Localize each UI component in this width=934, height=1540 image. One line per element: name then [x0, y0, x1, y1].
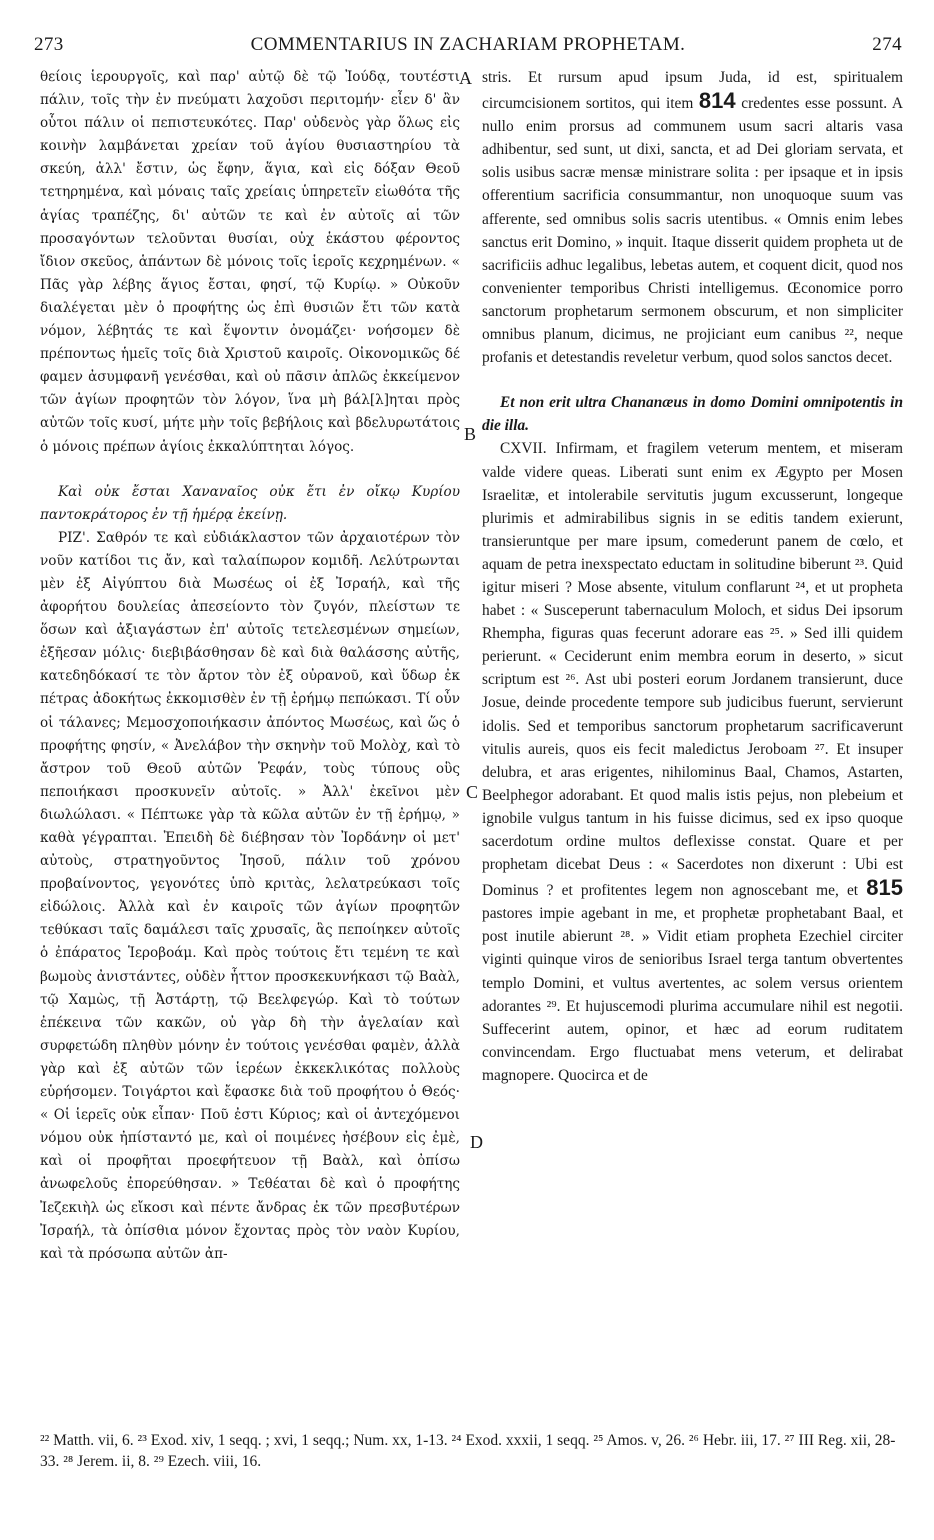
page-header: [34, 34, 902, 56]
latin-lemma: Et non erit ultra Chananæus in domo Domini omnipotentis in die illa.: [482, 394, 903, 435]
footnotes: [40, 1430, 910, 1472]
latin-paragraph-1-rest: credentes esse possunt. A nullo enim prorsus ad communem usum sacri altaris vasa adhibentur, sed sunt, ut dixi, sancta, et ad Dei gloriam servata, et solis usibus sacræ mensæ ministrare solita : per ipsaque et in ipsis offerentium sacrificia consummantur, non unoquoque suum vas afferente, sed omnibus solis sacris utentibus. « Omnis enim lebes sanctus erit Domino, » inquit. Itaque disserit quidem propheta ut de sacrificiis adhuc legalibus, lebetas autem, et coquent dicit, quod nos convenienter temporibus Christi intelligemus. Œconomice porro sanctorum prophetarum sermonem obscurum, et non simpliciter omnibus planum, dicimus, ne projiciant eum canibus ²², neque profanis et detestandis reveletur verbum, quod solos sanctos decet.: [482, 95, 903, 367]
page-number-left: 273: [34, 34, 64, 55]
page-number-right: 274: [872, 34, 902, 55]
latin-paragraph-2: [482, 437, 903, 1087]
margin-marker-a: A: [459, 68, 472, 88]
latin-paragraph-2-rest: pastores impie agebant in me, et prophetæ prophetabant Baal, et post inutile abierunt ²⁸. » Vidit etiam propheta Ezechiel circiter viginti quinque viros de senioribus Israel terga tantum obvertentes templo Domini, et vultus avertentes, ac solem versus orientem adorantes ²⁹. Et hujuscemodi plurima accumulare nihil est negotii. Suffecerint autem, opinor, et hæc ad eorum ruditatem convincendam. Ergo fluctuabat mens veterum, et delirabat magnopere. Quocirca et de: [482, 905, 903, 1084]
margin-marker-d: D: [470, 1132, 483, 1152]
latin-paragraph-2-start: CXVII. Infirmam, et fragilem veterum mentem, et miseram valde videre queas. Liberati sunt enim ex Ægypto per Mosen Israelitæ, et intolerabile servitutis jugum excusserunt, longeque plurimis et admirabilibus signis in se editis tandem exierunt, transieruntque per mare ipsum, comederunt panem de cœlo, et aquam de petra inexspectato eductam in solitudine biberunt ²³. Quid igitur miseri ? Mose absente, vitulum conflarunt ²⁴, et ut propheta habet : « Susceperunt tabernaculum Moloch, et sidus Dei ipsorum Rhempha, figuras quas fecerunt adorare eas ²⁵. » Sed illi quidem perierunt. « Ceciderunt enim membra eorum in deserto, » sicut scriptum est ²⁶. Ast ubi posteri eorum Jordanem transierunt, duce Josue, deinde procedente tempore sub judicibus fuerunt, servierunt idolis. Sed et temporibus sanctorum prophetarum sacrificaverunt vitulis aureis, quos eis fecit maledictus Jeroboam ²⁷. Et insuper delubra, et aras erigentes, nihilominus Baal, Chamos, Astarten, Beelphegor adorabant. Et quod malis istis pejus, non plebeium et ignobile vulgus tantum in his fuisse dicimus, sed ex ipso quoque sacerdotum ordine multos deflexisse constat. Quare et per prophetam dicebat Deus : « Sacerdotes non dixerunt : Ubi est Dominus ? et profitentes legem non agnoscebant me, et: [482, 440, 903, 900]
running-title: COMMENTARIUS IN ZACHARIAM PROPHETAM.: [250, 34, 686, 55]
column-number-815: 815: [866, 875, 903, 901]
latin-paragraph-1: [482, 66, 903, 369]
latin-column: [482, 66, 903, 1406]
greek-lemma: Καὶ οὐκ ἔσται Χαναναῖος οὐκ ἔτι ἐν οἴκῳ Κυρίου παντοκράτορος ἐν τῇ ἡμέρᾳ ἐκείνῃ.: [40, 483, 460, 523]
margin-marker-b: B: [464, 424, 477, 444]
greek-paragraph-2: ΡΙΖ'. Σαθρόν τε καὶ εὐδιάκλαστον τῶν ἀρχαιοτέρων τὸν νοῦν κατίδοι τις ἄν, καὶ ταλαίπωρον κομιδῆ. Λελύτρωνται μὲν ἐξ Αἰγύπτου διὰ Μωσέως οἱ ἐξ Ἰσραήλ, καὶ τῆς ἀφορήτου δουλείας ἀπεσείοντο τὸν ζυγόν, πλείστων τε ὅσων καὶ ἀξιαγάστων ἐπ' αὐτοῖς τετελεσμένων σημείων, ἐξῆεσαν μόλις· διεβιβάσθησαν δὲ καὶ διὰ θαλάσσης αὐτῆς, κατεδηδόκασί τε τὸν ἄρτον τὸν ἐξ οὐρανοῦ, καὶ ὕδωρ ἐκ πέτρας ἀδοκήτως ἐκκομισθὲν ἐν τῇ ἐρήμῳ πεπώκασι. Τί οὖν οἱ τάλανες; Μεμοσχοποιήκασιν ἀπόντος Μωσέως, καὶ ὥς ὁ προφήτης φησίν, « Ἀνελάβον τὴν σκηνὴν τοῦ Μολὸχ, καὶ τὸ ἄστρον τοῦ Θεοῦ αὐτῶν Ῥεφάν, τοὺς τύπους οὓς πεποιήκασι προσκυνεῖν αὐτοῖς. » Ἀλλ' ἐκεῖνοι μὲν διωλώλασι. « Πέπτωκε γὰρ τὰ κῶλα αὐτῶν ἐν τῇ ἐρήμῳ, » καθὰ γέγραπται. Ἐπειδὴ δὲ διέβησαν τὸν Ἰορδάνην οἱ μετ' αὐτοὺς, στρατηγοῦντος Ἰησοῦ, πάλιν τοῦ χρόνου προβαίνοντος, γεγονότες ὑπὸ κριτὰς, λελατρεύκασι τοῖς εἰδώλοις. Ἀλλὰ καὶ ἐν καιροῖς τῶν ἁγίων προφητῶν τεθύκασι ταῖς δαμάλεσι ταῖς χρυσαῖς, ἃς πεποίηκεν αὐτοῖς ὁ ἐπάρατος Ἱεροβοάμ. Καὶ πρὸς τούτοις ἔτι τεμένη τε καὶ βωμοὺς ἀνιστάντες, οὐδὲν ἧττον προσκεκυνήκασι τῷ Βαὰλ, τῷ Χαμὼς, τῇ Ἀστάρτῃ, τῷ Βεελφεγώρ. Καὶ τὸ τούτων ἐπέκεινα τῶν κακῶν, οὐ γὰρ δὴ τὴν ἀγελαίαν καὶ συρφετώδη πληθὺν μόνην ἐν τούτοις γενέσθαι φαμὲν, ἀλλὰ γὰρ καὶ ἐξ αὐτῶν τῶν ἱερέων ἐκκεκλικότας πολλοὺς εὑρήσομεν. Τοιγάρτοι καὶ ἔφασκε διὰ τοῦ προφήτου ὁ Θεός· « Οἱ ἱερεῖς οὐκ εἶπαν· Ποῦ ἐστι Κύριος; καὶ οἱ ἀντεχόμενοι νόμου οὐκ ἠπίσταντό με, καὶ οἱ ποιμένες ἠσέβουν εἰς ἐμὲ, καὶ οἱ προφῆται προεφήτευον τῇ Βαὰλ, καὶ ὀπίσω ἀνωφελοῦς ἐπορεύθησαν. » Τεθέαται δὲ καὶ ὁ προφήτης Ἰεζεκιὴλ ὡς εἴκοσι καὶ πέντε ἄνδρας ἐκ τῶν πρεσβυτέρων Ἰσραήλ, τὰ ὀπίσθια μόνον ἔχοντας πρὸς τὸν ναὸν Κυρίου, καὶ τὰ πρόσωπα αὐτῶν ἀπ-: [40, 529, 460, 1262]
greek-column: [40, 66, 460, 1406]
greek-paragraph-1: θείοις ἱερουργοῖς, καὶ παρ' αὐτῷ δὲ τῷ Ἰούδᾳ, τουτέστι πάλιν, τοῖς τὴν ἐν πνεύματι λαχοῦσι περιτομήν· εἶεν δ' ἂν οὗτοι πάλιν οἱ πεπιστευκότες. Παρ' οὐδενὸς γὰρ ὅλως εἰς κοινὴν λαμβάνεται χρείαν τοῦ ἁγίου θυσιαστηρίου τὰ σκεύη, ἀλλ' ἔστιν, ὡς ἔφην, ἅγια, καὶ εἰς δόξαν Θεοῦ τετηρημένα, καὶ μόναις ταῖς χρείαις ὑπηρετεῖν εἰωθότα τῆς ἁγίας τραπέζης, δι' αὐτῶν τε καὶ ἐν αὐτοῖς αἱ τῶν προσαγόντων τελοῦνται θυσίαι, οὐχ ἑκάστου φέροντος ἴδιον σκεῦος, ἁπάντων δὲ μόνοις τοῖς ἱεροῖς κεχρημένων. « Πᾶς γὰρ λέβης ἅγιος ἔσται, φησί, τῷ Κυρίῳ. » Οὐκοῦν διαλέγεται μὲν ὁ προφήτης ὡς ἐπὶ θυσιῶν ἔτι τῶν κατὰ νόμον, λέβητάς τε καὶ ἕψοντιν ὀνομάζει· νοήσομεν δὲ πρέποντως ἡμεῖς τοῖς διὰ Χριστοῦ καιροῖς. Οἰκονομικῶς δέ φαμεν ἀσυμφανῆ γενέσθαι, καὶ οὐ πᾶσιν ἁπλῶς ἐκκείμενον τῶν ἁγίων προφητῶν τὸν λόγον, ἵνα μὴ βάλ[λ]ηται πρὸς αὐτῶν τοῖς κυσί, μήτε μὴν τοῖς βεβήλοις καὶ βδελυρωτάτοις ὁ μόνοις πρέπων ἁγίοις ἐκκαλύπτηται λόγος.: [40, 69, 460, 455]
latin-paragraph-1-start: stris. Et rursum apud ipsum Juda, id est, spiritualem circumcisionem sortitos, qui item: [482, 69, 903, 113]
margin-marker-c: C: [466, 782, 479, 802]
column-number-814: 814: [698, 88, 736, 114]
footnote-references: ²² Matth. vii, 6. ²³ Exod. xiv, 1 seqq. ; xvi, 1 seqq.; Num. xx, 1-13. ²⁴ Exod. xxxii, 1 seqq. ²⁵ Amos. v, 26. ²⁶ Hebr. iii, 17. ²⁷ III Reg. xii, 28-33. ²⁸ Jerem. ii, 8. ²⁹ Ezech. viii, 16.: [40, 1432, 896, 1470]
